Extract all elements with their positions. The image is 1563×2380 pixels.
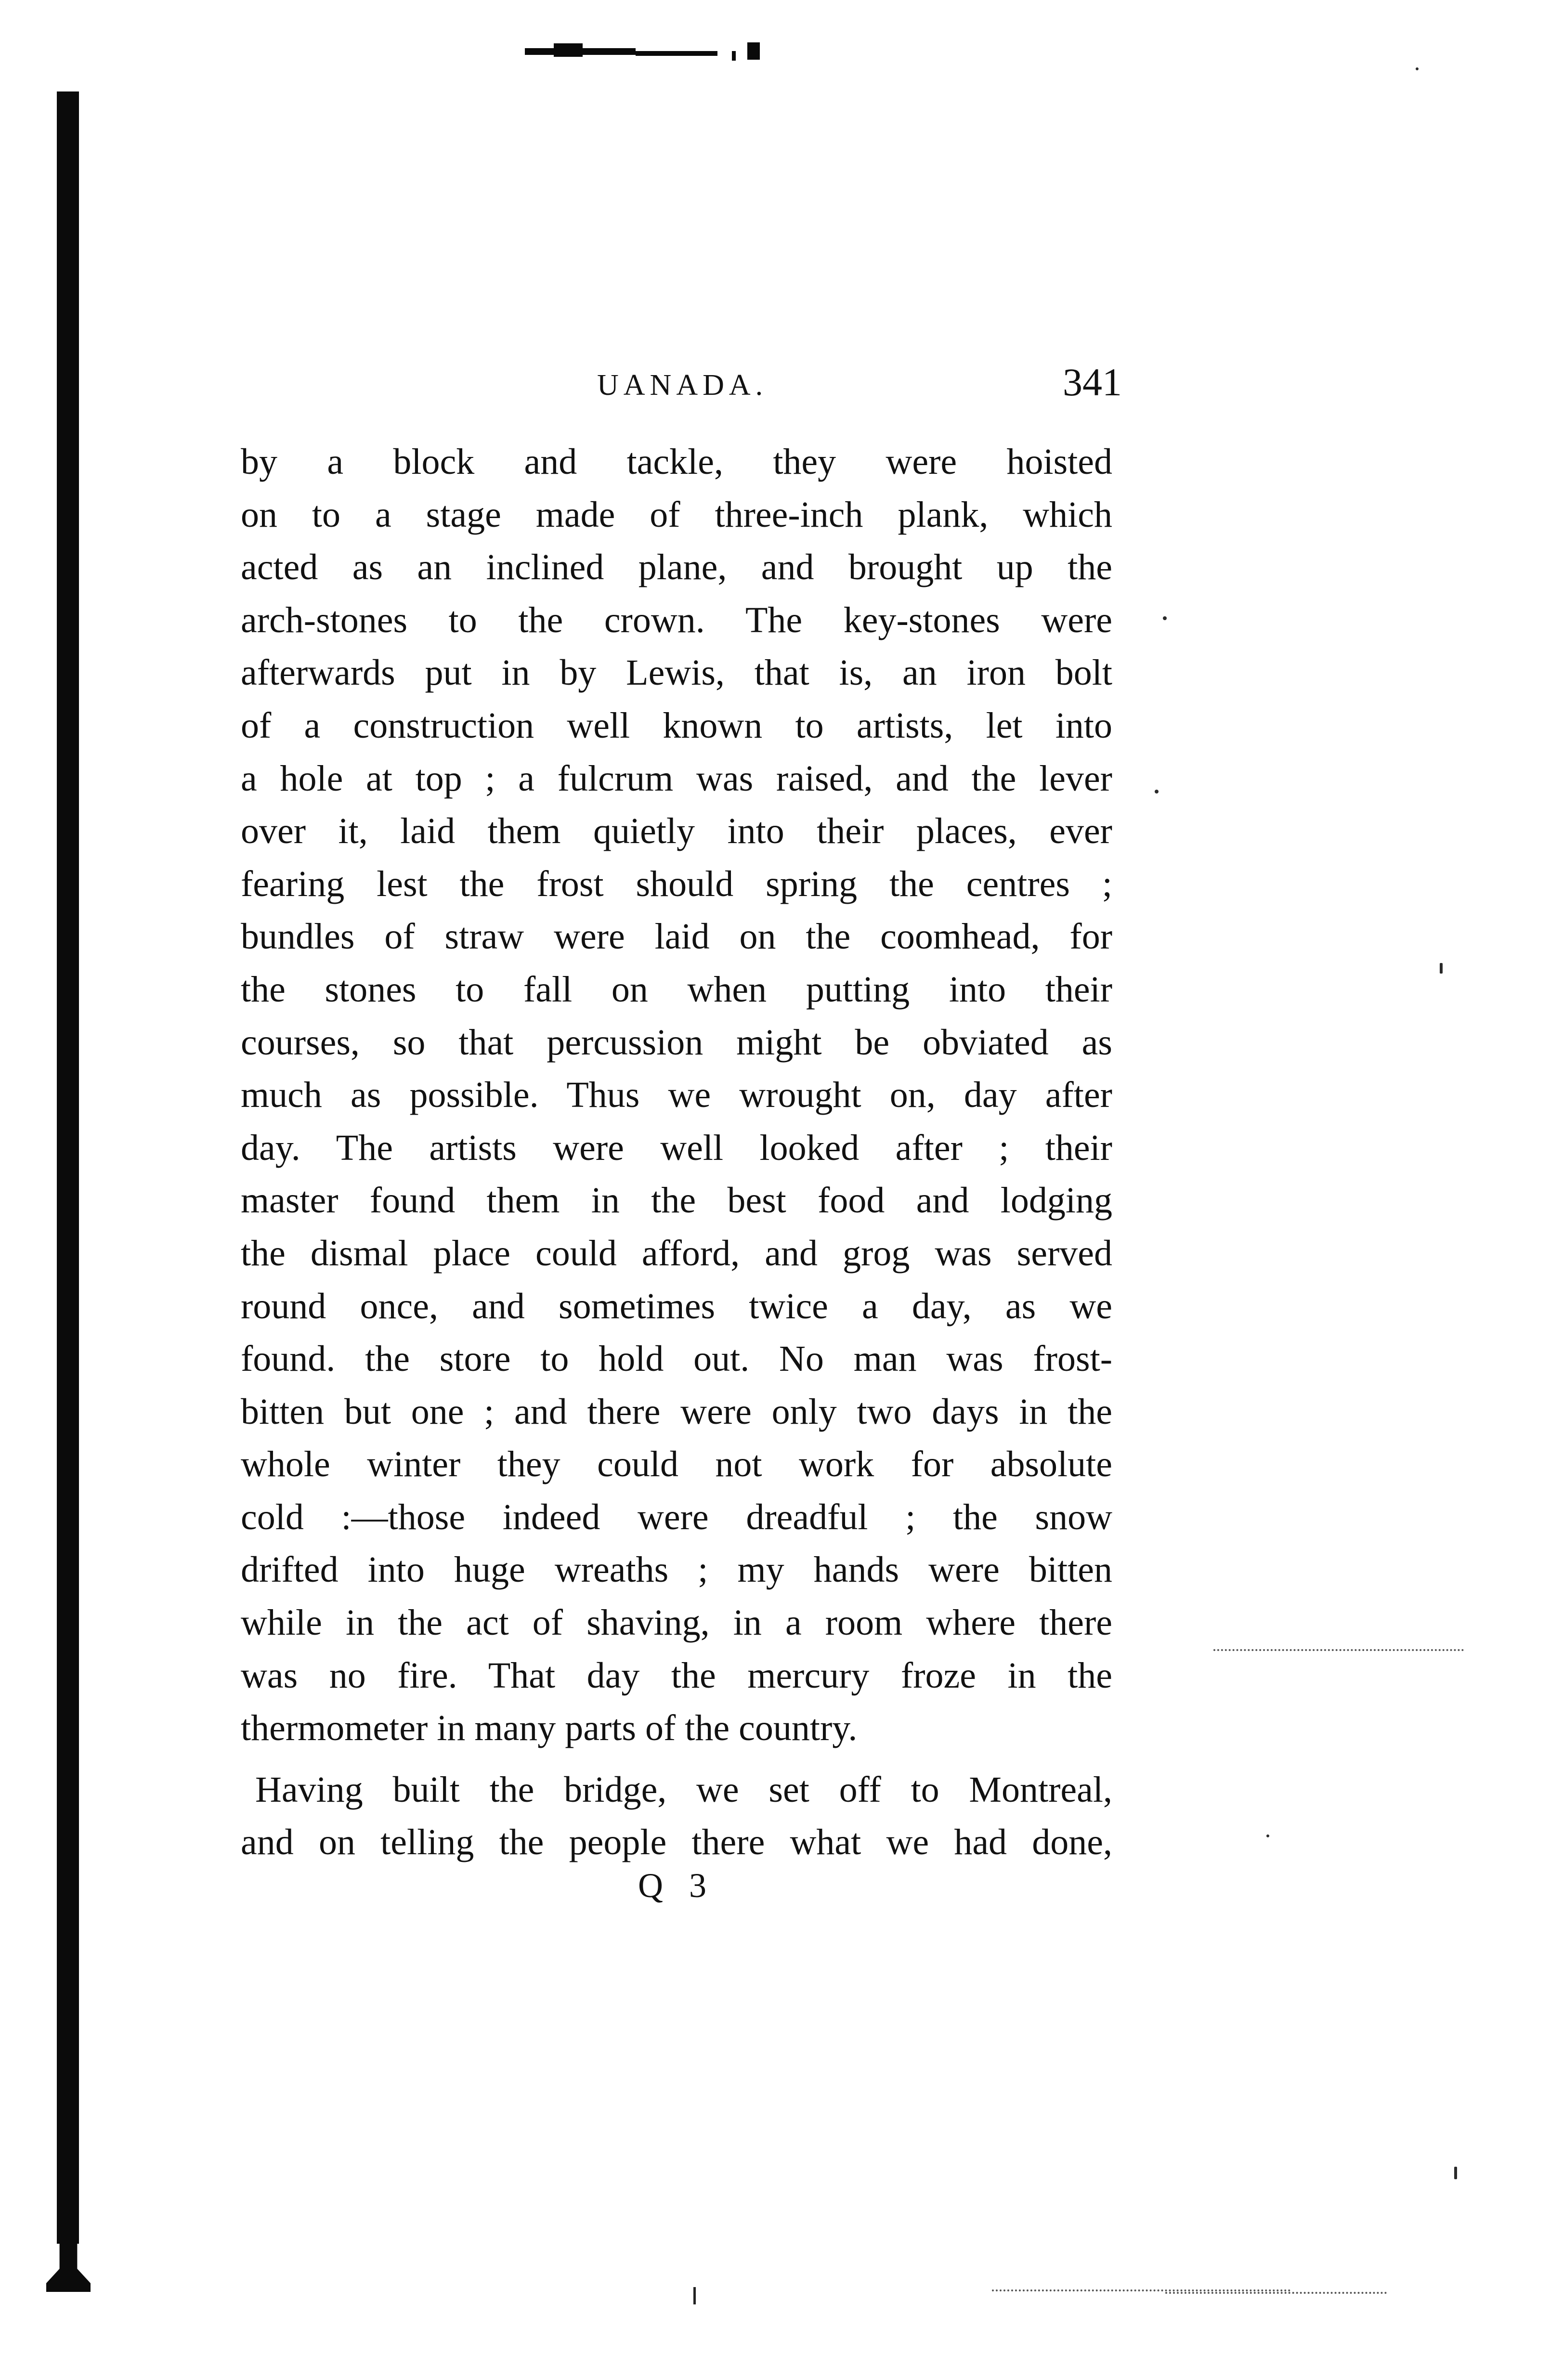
text-line: of a construction well known to artists, let into [241, 705, 1112, 746]
text-line: drifted into huge wreaths ; my hands were bitten [241, 1549, 1112, 1590]
text-line: by a block and tackle, they were hoisted [241, 442, 1112, 482]
scan-dashes [1165, 2292, 1387, 2294]
text-line: the dismal place could afford, and grog was served [241, 1233, 1112, 1274]
scan-speck [1155, 790, 1159, 793]
scan-speck [1440, 963, 1443, 974]
text-line: master found them in the best food and lodging [241, 1180, 1112, 1221]
scan-speck [1454, 2167, 1457, 2179]
text-line: whole winter they could not work for absolute [241, 1444, 1112, 1485]
text-line: afterwards put in by Lewis, that is, an iron bolt [241, 652, 1112, 693]
scan-mark [693, 2287, 696, 2304]
text-line: round once, and sometimes twice a day, as we [241, 1286, 1112, 1327]
text-line: and on telling the people there what we had done, [241, 1822, 1112, 1863]
scan-speck [1416, 67, 1419, 70]
text-line: arch-stones to the crown. The key-stones were [241, 599, 1112, 640]
text-line: the stones to fall on when putting into their [241, 969, 1112, 1010]
running-head [241, 354, 1122, 412]
signature-mark: Q 3 [638, 1866, 715, 1905]
text-line: was no fire. That day the mercury froze in the [241, 1655, 1112, 1696]
scan-dashes [992, 2289, 1290, 2291]
body-text [241, 436, 1112, 1869]
text-line: bundles of straw were laid on the coomhead, for [241, 916, 1112, 957]
text-line: cold :—those indeed were dreadful ; the snow [241, 1496, 1112, 1537]
text-line: thermometer in many parts of the country. [241, 1708, 858, 1749]
scan-dashes [1213, 1649, 1464, 1651]
scan-speck [1266, 1834, 1269, 1837]
binding-shadow-foot [46, 2234, 91, 2292]
text-line: day. The artists were well looked after ; their [241, 1127, 1112, 1168]
text-line: over it, laid them quietly into their places, ever [241, 811, 1112, 852]
text-line: a hole at top ; a fulcrum was raised, and the lever [241, 758, 1112, 799]
text-line: on to a stage made of three-inch plank, which [241, 494, 1112, 535]
running-head-title: UANADA. [597, 369, 768, 402]
paragraph-gap [241, 1755, 1112, 1764]
page-number: 341 [1063, 360, 1122, 404]
text-line: while in the act of shaving, in a room where there [241, 1602, 1112, 1643]
text-line: Having built the bridge, we set off to Montreal, [255, 1769, 1112, 1810]
text-line: much as possible. Thus we wrought on, day after [241, 1075, 1112, 1116]
top-ink-smudge [525, 39, 766, 64]
text-line: bitten but one ; and there were only two days in the [241, 1391, 1112, 1432]
text-line: fearing lest the frost should spring the centres ; [241, 863, 1112, 904]
text-line: found. the store to hold out. No man was frost- [241, 1339, 1112, 1379]
binding-shadow [57, 91, 79, 2244]
scan-speck [1163, 616, 1167, 620]
text-line: acted as an inclined plane, and brought up the [241, 547, 1112, 588]
text-line: courses, so that percussion might be obviated as [241, 1022, 1112, 1063]
